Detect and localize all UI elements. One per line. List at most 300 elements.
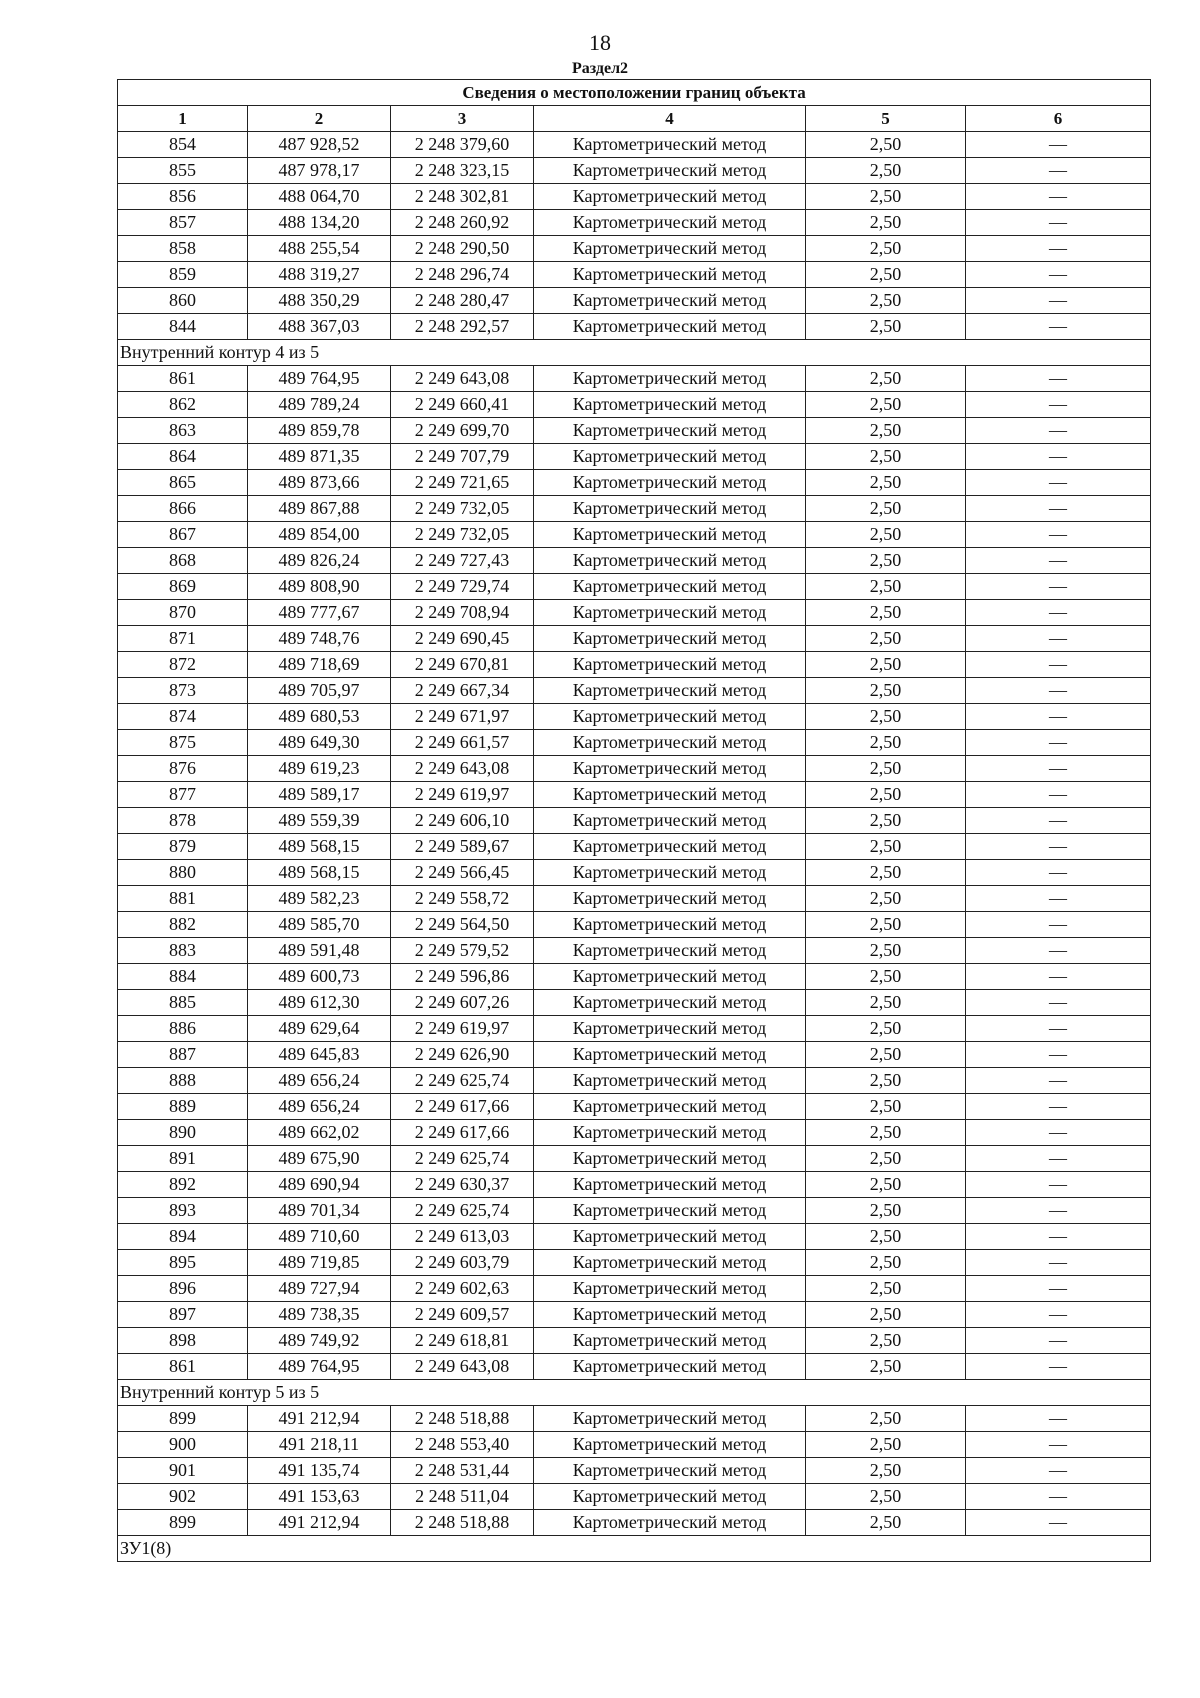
accuracy-cell: 2,50: [806, 912, 966, 938]
description-cell: —: [966, 730, 1151, 756]
y-coordinate-cell: 2 248 296,74: [391, 262, 534, 288]
description-cell: —: [966, 756, 1151, 782]
y-coordinate-cell: 2 249 667,34: [391, 678, 534, 704]
method-cell: Картометрический метод: [534, 158, 806, 184]
accuracy-cell: 2,50: [806, 1042, 966, 1068]
description-cell: —: [966, 1302, 1151, 1328]
description-cell: —: [966, 236, 1151, 262]
y-coordinate-cell: 2 249 727,43: [391, 548, 534, 574]
point-number-cell: 862: [118, 392, 248, 418]
method-cell: Картометрический метод: [534, 210, 806, 236]
accuracy-cell: 2,50: [806, 496, 966, 522]
table-row: [118, 1302, 1151, 1328]
description-cell: —: [966, 860, 1151, 886]
column-header: 5: [806, 106, 966, 132]
table-row: [118, 288, 1151, 314]
contour-row: [118, 340, 1151, 366]
x-coordinate-cell: 488 350,29: [248, 288, 391, 314]
accuracy-cell: 2,50: [806, 704, 966, 730]
table-row: [118, 1250, 1151, 1276]
x-coordinate-cell: 489 764,95: [248, 366, 391, 392]
point-number-cell: 879: [118, 834, 248, 860]
method-cell: Картометрический метод: [534, 184, 806, 210]
y-coordinate-cell: 2 248 260,92: [391, 210, 534, 236]
y-coordinate-cell: 2 249 643,08: [391, 1354, 534, 1380]
method-cell: Картометрический метод: [534, 626, 806, 652]
accuracy-cell: 2,50: [806, 1250, 966, 1276]
table-row: [118, 1328, 1151, 1354]
x-coordinate-cell: 489 719,85: [248, 1250, 391, 1276]
y-coordinate-cell: 2 249 564,50: [391, 912, 534, 938]
table-row: [118, 1510, 1151, 1536]
column-header: 3: [391, 106, 534, 132]
description-cell: —: [966, 210, 1151, 236]
y-coordinate-cell: 2 249 670,81: [391, 652, 534, 678]
accuracy-cell: 2,50: [806, 210, 966, 236]
y-coordinate-cell: 2 249 609,57: [391, 1302, 534, 1328]
method-cell: Картометрический метод: [534, 678, 806, 704]
y-coordinate-cell: 2 248 302,81: [391, 184, 534, 210]
accuracy-cell: 2,50: [806, 548, 966, 574]
accuracy-cell: 2,50: [806, 444, 966, 470]
x-coordinate-cell: 488 367,03: [248, 314, 391, 340]
x-coordinate-cell: 489 559,39: [248, 808, 391, 834]
method-cell: Картометрический метод: [534, 1172, 806, 1198]
accuracy-cell: 2,50: [806, 314, 966, 340]
point-number-cell: 891: [118, 1146, 248, 1172]
accuracy-cell: 2,50: [806, 132, 966, 158]
y-coordinate-cell: 2 249 643,08: [391, 756, 534, 782]
table-row: [118, 1172, 1151, 1198]
accuracy-cell: 2,50: [806, 574, 966, 600]
description-cell: —: [966, 1198, 1151, 1224]
x-coordinate-cell: 489 867,88: [248, 496, 391, 522]
x-coordinate-cell: 489 705,97: [248, 678, 391, 704]
description-cell: —: [966, 548, 1151, 574]
table-row: [118, 418, 1151, 444]
point-number-cell: 869: [118, 574, 248, 600]
point-number-cell: 894: [118, 1224, 248, 1250]
accuracy-cell: 2,50: [806, 964, 966, 990]
y-coordinate-cell: 2 249 617,66: [391, 1094, 534, 1120]
x-coordinate-cell: 489 629,64: [248, 1016, 391, 1042]
x-coordinate-cell: 487 928,52: [248, 132, 391, 158]
point-number-cell: 877: [118, 782, 248, 808]
description-cell: —: [966, 1484, 1151, 1510]
description-cell: —: [966, 1406, 1151, 1432]
y-coordinate-cell: 2 249 671,97: [391, 704, 534, 730]
table-row: [118, 782, 1151, 808]
point-number-cell: 855: [118, 158, 248, 184]
accuracy-cell: 2,50: [806, 184, 966, 210]
method-cell: Картометрический метод: [534, 1042, 806, 1068]
point-number-cell: 896: [118, 1276, 248, 1302]
y-coordinate-cell: 2 249 707,79: [391, 444, 534, 470]
description-cell: —: [966, 808, 1151, 834]
x-coordinate-cell: 489 749,92: [248, 1328, 391, 1354]
point-number-cell: 844: [118, 314, 248, 340]
x-coordinate-cell: 489 591,48: [248, 938, 391, 964]
accuracy-cell: 2,50: [806, 678, 966, 704]
accuracy-cell: 2,50: [806, 652, 966, 678]
accuracy-cell: 2,50: [806, 886, 966, 912]
y-coordinate-cell: 2 249 617,66: [391, 1120, 534, 1146]
accuracy-cell: 2,50: [806, 262, 966, 288]
description-cell: —: [966, 132, 1151, 158]
description-cell: —: [966, 184, 1151, 210]
method-cell: Картометрический метод: [534, 522, 806, 548]
point-number-cell: 864: [118, 444, 248, 470]
description-cell: —: [966, 912, 1151, 938]
table-row: [118, 990, 1151, 1016]
column-header: 6: [966, 106, 1151, 132]
method-cell: Картометрический метод: [534, 1510, 806, 1536]
x-coordinate-cell: 489 656,24: [248, 1094, 391, 1120]
x-coordinate-cell: 489 808,90: [248, 574, 391, 600]
method-cell: Картометрический метод: [534, 574, 806, 600]
x-coordinate-cell: 489 764,95: [248, 1354, 391, 1380]
method-cell: Картометрический метод: [534, 496, 806, 522]
y-coordinate-cell: 2 249 589,67: [391, 834, 534, 860]
y-coordinate-cell: 2 249 603,79: [391, 1250, 534, 1276]
method-cell: Картометрический метод: [534, 1458, 806, 1484]
table-row: [118, 860, 1151, 886]
table-row: [118, 1042, 1151, 1068]
table-row: [118, 756, 1151, 782]
y-coordinate-cell: 2 249 566,45: [391, 860, 534, 886]
accuracy-cell: 2,50: [806, 782, 966, 808]
accuracy-cell: 2,50: [806, 392, 966, 418]
table-row: [118, 470, 1151, 496]
method-cell: Картометрический метод: [534, 366, 806, 392]
method-cell: Картометрический метод: [534, 886, 806, 912]
x-coordinate-cell: 491 218,11: [248, 1432, 391, 1458]
method-cell: Картометрический метод: [534, 782, 806, 808]
table-row: [118, 912, 1151, 938]
point-number-cell: 863: [118, 418, 248, 444]
accuracy-cell: 2,50: [806, 860, 966, 886]
y-coordinate-cell: 2 248 553,40: [391, 1432, 534, 1458]
y-coordinate-cell: 2 249 558,72: [391, 886, 534, 912]
table-row: [118, 730, 1151, 756]
point-number-cell: 875: [118, 730, 248, 756]
y-coordinate-cell: 2 249 690,45: [391, 626, 534, 652]
x-coordinate-cell: 489 748,76: [248, 626, 391, 652]
description-cell: —: [966, 522, 1151, 548]
y-coordinate-cell: 2 248 292,57: [391, 314, 534, 340]
method-cell: Картометрический метод: [534, 1224, 806, 1250]
method-cell: Картометрический метод: [534, 808, 806, 834]
description-cell: —: [966, 1224, 1151, 1250]
method-cell: Картометрический метод: [534, 990, 806, 1016]
point-number-cell: 872: [118, 652, 248, 678]
description-cell: —: [966, 366, 1151, 392]
description-cell: —: [966, 1068, 1151, 1094]
column-header: 4: [534, 106, 806, 132]
y-coordinate-cell: 2 249 643,08: [391, 366, 534, 392]
accuracy-cell: 2,50: [806, 1458, 966, 1484]
description-cell: —: [966, 964, 1151, 990]
x-coordinate-cell: 487 978,17: [248, 158, 391, 184]
description-cell: —: [966, 1432, 1151, 1458]
y-coordinate-cell: 2 249 606,10: [391, 808, 534, 834]
method-cell: Картометрический метод: [534, 288, 806, 314]
description-cell: —: [966, 600, 1151, 626]
y-coordinate-cell: 2 249 630,37: [391, 1172, 534, 1198]
table-row: [118, 522, 1151, 548]
method-cell: Картометрический метод: [534, 1146, 806, 1172]
point-number-cell: 899: [118, 1510, 248, 1536]
coordinates-table: [117, 79, 1151, 1562]
method-cell: Картометрический метод: [534, 1250, 806, 1276]
description-cell: —: [966, 652, 1151, 678]
table-body: [118, 132, 1151, 1562]
point-number-cell: 857: [118, 210, 248, 236]
y-coordinate-cell: 2 249 613,03: [391, 1224, 534, 1250]
table-row: [118, 444, 1151, 470]
method-cell: Картометрический метод: [534, 1094, 806, 1120]
method-cell: Картометрический метод: [534, 1068, 806, 1094]
description-cell: —: [966, 574, 1151, 600]
y-coordinate-cell: 2 249 660,41: [391, 392, 534, 418]
method-cell: Картометрический метод: [534, 314, 806, 340]
y-coordinate-cell: 2 249 619,97: [391, 782, 534, 808]
point-number-cell: 883: [118, 938, 248, 964]
accuracy-cell: 2,50: [806, 522, 966, 548]
description-cell: —: [966, 1146, 1151, 1172]
method-cell: Картометрический метод: [534, 652, 806, 678]
x-coordinate-cell: 491 153,63: [248, 1484, 391, 1510]
x-coordinate-cell: 489 738,35: [248, 1302, 391, 1328]
accuracy-cell: 2,50: [806, 990, 966, 1016]
x-coordinate-cell: 489 589,17: [248, 782, 391, 808]
accuracy-cell: 2,50: [806, 1276, 966, 1302]
x-coordinate-cell: 489 612,30: [248, 990, 391, 1016]
x-coordinate-cell: 489 645,83: [248, 1042, 391, 1068]
y-coordinate-cell: 2 248 379,60: [391, 132, 534, 158]
accuracy-cell: 2,50: [806, 1406, 966, 1432]
accuracy-cell: 2,50: [806, 1328, 966, 1354]
x-coordinate-cell: 489 568,15: [248, 834, 391, 860]
x-coordinate-cell: 489 662,02: [248, 1120, 391, 1146]
description-cell: —: [966, 392, 1151, 418]
x-coordinate-cell: 489 718,69: [248, 652, 391, 678]
table-row: [118, 1016, 1151, 1042]
accuracy-cell: 2,50: [806, 158, 966, 184]
y-coordinate-cell: 2 249 625,74: [391, 1068, 534, 1094]
table-row: [118, 1458, 1151, 1484]
x-coordinate-cell: 488 134,20: [248, 210, 391, 236]
point-number-cell: 861: [118, 366, 248, 392]
point-number-cell: 878: [118, 808, 248, 834]
x-coordinate-cell: 491 212,94: [248, 1510, 391, 1536]
contour-row: [118, 1380, 1151, 1406]
y-coordinate-cell: 2 249 729,74: [391, 574, 534, 600]
accuracy-cell: 2,50: [806, 1432, 966, 1458]
method-cell: Картометрический метод: [534, 756, 806, 782]
point-number-cell: 880: [118, 860, 248, 886]
table-row: [118, 1276, 1151, 1302]
point-number-cell: 902: [118, 1484, 248, 1510]
method-cell: Картометрический метод: [534, 834, 806, 860]
y-coordinate-cell: 2 249 699,70: [391, 418, 534, 444]
description-cell: —: [966, 262, 1151, 288]
table-row: [118, 1484, 1151, 1510]
description-cell: —: [966, 1120, 1151, 1146]
description-cell: —: [966, 938, 1151, 964]
accuracy-cell: 2,50: [806, 834, 966, 860]
description-cell: —: [966, 470, 1151, 496]
description-cell: —: [966, 288, 1151, 314]
method-cell: Картометрический метод: [534, 418, 806, 444]
table-row: [118, 184, 1151, 210]
point-number-cell: 897: [118, 1302, 248, 1328]
x-coordinate-cell: 489 675,90: [248, 1146, 391, 1172]
method-cell: Картометрический метод: [534, 1016, 806, 1042]
accuracy-cell: 2,50: [806, 808, 966, 834]
table-row: [118, 1198, 1151, 1224]
description-cell: —: [966, 314, 1151, 340]
y-coordinate-cell: 2 249 625,74: [391, 1146, 534, 1172]
point-number-cell: 890: [118, 1120, 248, 1146]
table-row: [118, 262, 1151, 288]
point-number-cell: 856: [118, 184, 248, 210]
description-cell: —: [966, 158, 1151, 184]
y-coordinate-cell: 2 249 596,86: [391, 964, 534, 990]
x-coordinate-cell: 489 826,24: [248, 548, 391, 574]
point-number-cell: 873: [118, 678, 248, 704]
description-cell: —: [966, 1458, 1151, 1484]
description-cell: —: [966, 626, 1151, 652]
x-coordinate-cell: 491 135,74: [248, 1458, 391, 1484]
accuracy-cell: 2,50: [806, 730, 966, 756]
x-coordinate-cell: 489 649,30: [248, 730, 391, 756]
accuracy-cell: 2,50: [806, 756, 966, 782]
point-number-cell: 866: [118, 496, 248, 522]
point-number-cell: 887: [118, 1042, 248, 1068]
point-number-cell: 885: [118, 990, 248, 1016]
method-cell: Картометрический метод: [534, 1276, 806, 1302]
section-label: Раздел2: [571, 60, 629, 77]
method-cell: Картометрический метод: [534, 444, 806, 470]
description-cell: —: [966, 1250, 1151, 1276]
accuracy-cell: 2,50: [806, 470, 966, 496]
accuracy-cell: 2,50: [806, 1354, 966, 1380]
x-coordinate-cell: 489 582,23: [248, 886, 391, 912]
accuracy-cell: 2,50: [806, 1302, 966, 1328]
method-cell: Картометрический метод: [534, 1328, 806, 1354]
y-coordinate-cell: 2 248 531,44: [391, 1458, 534, 1484]
accuracy-cell: 2,50: [806, 1094, 966, 1120]
method-cell: Картометрический метод: [534, 1432, 806, 1458]
description-cell: —: [966, 1094, 1151, 1120]
point-number-cell: 876: [118, 756, 248, 782]
description-cell: —: [966, 496, 1151, 522]
method-cell: Картометрический метод: [534, 1198, 806, 1224]
column-header: 1: [118, 106, 248, 132]
accuracy-cell: 2,50: [806, 1146, 966, 1172]
table-row: [118, 496, 1151, 522]
y-coordinate-cell: 2 249 619,97: [391, 1016, 534, 1042]
table-row: [118, 964, 1151, 990]
accuracy-cell: 2,50: [806, 1198, 966, 1224]
x-coordinate-cell: 489 859,78: [248, 418, 391, 444]
point-number-cell: 860: [118, 288, 248, 314]
x-coordinate-cell: 488 255,54: [248, 236, 391, 262]
point-number-cell: 886: [118, 1016, 248, 1042]
y-coordinate-cell: 2 249 732,05: [391, 522, 534, 548]
method-cell: Картометрический метод: [534, 938, 806, 964]
point-number-cell: 882: [118, 912, 248, 938]
table-row: [118, 678, 1151, 704]
y-coordinate-cell: 2 249 602,63: [391, 1276, 534, 1302]
accuracy-cell: 2,50: [806, 1016, 966, 1042]
x-coordinate-cell: 488 064,70: [248, 184, 391, 210]
y-coordinate-cell: 2 248 280,47: [391, 288, 534, 314]
point-number-cell: 899: [118, 1406, 248, 1432]
x-coordinate-cell: 489 656,24: [248, 1068, 391, 1094]
accuracy-cell: 2,50: [806, 1224, 966, 1250]
y-coordinate-cell: 2 248 518,88: [391, 1406, 534, 1432]
table-row: [118, 704, 1151, 730]
y-coordinate-cell: 2 249 721,65: [391, 470, 534, 496]
y-coordinate-cell: 2 249 626,90: [391, 1042, 534, 1068]
method-cell: Картометрический метод: [534, 1354, 806, 1380]
description-cell: —: [966, 418, 1151, 444]
table-row: [118, 1406, 1151, 1432]
method-cell: Картометрический метод: [534, 912, 806, 938]
x-coordinate-cell: 488 319,27: [248, 262, 391, 288]
method-cell: Картометрический метод: [534, 1120, 806, 1146]
description-cell: —: [966, 1354, 1151, 1380]
table-row: [118, 314, 1151, 340]
point-number-cell: 893: [118, 1198, 248, 1224]
table-row: [118, 392, 1151, 418]
y-coordinate-cell: 2 248 511,04: [391, 1484, 534, 1510]
y-coordinate-cell: 2 249 618,81: [391, 1328, 534, 1354]
table-row: [118, 1432, 1151, 1458]
x-coordinate-cell: 489 619,23: [248, 756, 391, 782]
point-number-cell: 874: [118, 704, 248, 730]
table-row: [118, 366, 1151, 392]
x-coordinate-cell: 489 701,34: [248, 1198, 391, 1224]
table-row: [118, 808, 1151, 834]
table-row: [118, 158, 1151, 184]
accuracy-cell: 2,50: [806, 626, 966, 652]
table-row: [118, 548, 1151, 574]
method-cell: Картометрический метод: [534, 132, 806, 158]
description-cell: —: [966, 886, 1151, 912]
accuracy-cell: 2,50: [806, 366, 966, 392]
point-number-cell: 861: [118, 1354, 248, 1380]
point-number-cell: 889: [118, 1094, 248, 1120]
table-row: [118, 1146, 1151, 1172]
x-coordinate-cell: 489 777,67: [248, 600, 391, 626]
x-coordinate-cell: 489 789,24: [248, 392, 391, 418]
point-number-cell: 888: [118, 1068, 248, 1094]
method-cell: Картометрический метод: [534, 548, 806, 574]
accuracy-cell: 2,50: [806, 1510, 966, 1536]
table-row: [118, 600, 1151, 626]
y-coordinate-cell: 2 249 732,05: [391, 496, 534, 522]
description-cell: —: [966, 834, 1151, 860]
column-header-row: [118, 106, 1151, 132]
method-cell: Картометрический метод: [534, 1484, 806, 1510]
description-cell: —: [966, 678, 1151, 704]
point-number-cell: 901: [118, 1458, 248, 1484]
point-number-cell: 892: [118, 1172, 248, 1198]
y-coordinate-cell: 2 249 661,57: [391, 730, 534, 756]
